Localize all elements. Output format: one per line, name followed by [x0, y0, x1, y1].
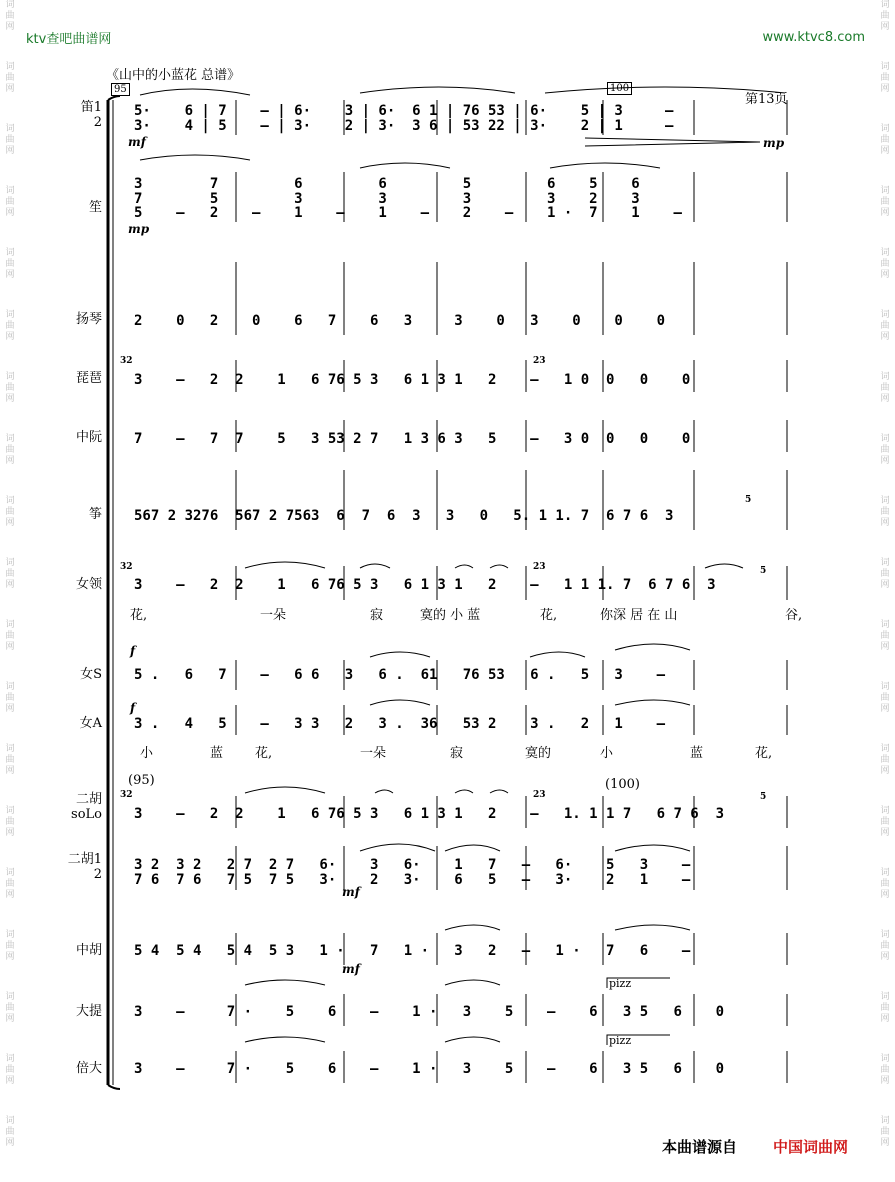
watermark-char: 曲 [880, 1127, 890, 1137]
watermark-char: 曲 [5, 693, 15, 703]
watermark-char: 曲 [5, 135, 15, 145]
lyric-word: 花, [255, 746, 273, 761]
dynamic-erhu12: mf [342, 885, 360, 899]
dynamic-nva: f [130, 701, 136, 715]
watermark-char: 曲 [880, 383, 890, 393]
instrument-label: 笙 [88, 200, 102, 215]
watermark-char: 词 [880, 744, 890, 754]
watermark-char: 曲 [880, 1003, 890, 1013]
watermark-char: 曲 [880, 879, 890, 889]
site-name-left[interactable]: ktv查吧曲谱网 [26, 32, 112, 47]
watermark-char: 词 [5, 806, 15, 816]
staff-pipa: 3 – 2 2 1 6 76 5 3 6 1 3 1 2 – 1 0 0 0 0 [134, 372, 691, 388]
watermark-char: 网 [5, 642, 15, 652]
lyric-word: 一朵 [360, 746, 387, 761]
staff-nva: 3 . 4 5 – 3 3 2 3 . 36 53 2 3 . 2 1 – [134, 716, 666, 732]
watermark-char: 曲 [5, 383, 15, 393]
watermark-char: 词 [5, 248, 15, 258]
watermark-char: 曲 [880, 817, 890, 827]
watermark-char: 网 [5, 146, 15, 156]
watermark-char: 网 [5, 1138, 15, 1148]
staff-zhonghu: 5 4 5 4 5 4 5 3 1 · 7 1 · 3 2 – 1 · 7 6 – [134, 943, 691, 959]
watermark-char: 网 [880, 394, 890, 404]
watermark-char: 词 [5, 1116, 15, 1126]
watermark-char: 词 [880, 930, 890, 940]
watermark-char: 曲 [5, 879, 15, 889]
watermark-char: 词 [880, 558, 890, 568]
watermark-char: 曲 [880, 569, 890, 579]
watermark-char: 词 [5, 496, 15, 506]
watermark-char: 词 [880, 0, 890, 10]
watermark-char: 网 [5, 394, 15, 404]
watermark-char: 词 [5, 434, 15, 444]
watermark-char: 网 [5, 766, 15, 776]
watermark-char: 曲 [5, 941, 15, 951]
instrument-label: 琵琶 [75, 371, 102, 386]
grace-mark-pipa: 32 [120, 356, 133, 366]
lyric-word: 花, [130, 608, 148, 623]
grace-mark-nvling: 32 [120, 562, 133, 572]
grace-mark-nvling-2: 23 [533, 562, 546, 572]
watermark-char: 曲 [5, 817, 15, 827]
watermark-char: 词 [880, 372, 890, 382]
staff-beida: 3 – 7 · 5 6 – 1 · 3 5 – 6 3 5 6 0 [134, 1061, 725, 1077]
lyric-word: 寞的 小 蓝 [420, 608, 481, 623]
watermark-char: 网 [5, 518, 15, 528]
lyric-word: 花, [755, 746, 773, 761]
dynamic-di-end: mp [763, 136, 785, 150]
watermark-char: 曲 [5, 507, 15, 517]
instrument-label: 中胡 [75, 943, 102, 958]
watermark-char: 曲 [880, 135, 890, 145]
instrument-label: 女领 [75, 577, 102, 592]
footer-source: 本曲谱源自 [662, 1138, 738, 1156]
watermark-char: 网 [880, 208, 890, 218]
watermark-char: 曲 [880, 259, 890, 269]
watermark-char: 曲 [5, 755, 15, 765]
instrument-label: 筝 [88, 507, 102, 522]
grace-mark-nvling-3: 5 [760, 566, 767, 576]
watermark-char: 网 [5, 456, 15, 466]
rehearsal-mark-100: 100 [607, 82, 632, 95]
page-number: 第13页 [745, 92, 788, 107]
watermark-char: 曲 [880, 755, 890, 765]
watermark-char: 曲 [880, 197, 890, 207]
staff-sheng-3: 5 – 2 – 1 – 1 – 2 – 1 · 7 1 – [134, 205, 682, 221]
dynamic-di: mf [128, 135, 146, 149]
staff-dati: 3 – 7 · 5 6 – 1 · 3 5 – 6 3 5 6 0 [134, 1004, 725, 1020]
watermark-char: 曲 [5, 631, 15, 641]
watermark-char: 词 [880, 620, 890, 630]
lyric-word: 寂 [450, 746, 464, 761]
watermark-char: 网 [5, 1014, 15, 1024]
watermark-char: 曲 [880, 693, 890, 703]
dynamic-nvs: f [130, 644, 136, 658]
lyric-word: 寂 [370, 608, 384, 623]
instrument-label: 大提 [75, 1004, 102, 1019]
rehearsal-mark-95: 95 [111, 83, 130, 96]
watermark-char: 网 [880, 766, 890, 776]
pizz-beida: pizz [609, 1034, 632, 1047]
staff-erhu12-lower: 7 6 7 6 7 5 7 5 3· 2 3· 6 5 – 3· 2 1 – [134, 872, 691, 888]
dynamic-sheng: mp [128, 222, 150, 236]
watermark-char: 网 [880, 84, 890, 94]
grace-mark-zheng: 5 [745, 495, 752, 505]
watermark-char: 曲 [880, 445, 890, 455]
watermark-char: 词 [880, 992, 890, 1002]
watermark-char: 词 [880, 1054, 890, 1064]
lyric-word: 小 [600, 746, 614, 761]
watermark-char: 词 [880, 124, 890, 134]
watermark-char: 网 [880, 270, 890, 280]
instrument-label: 女S [80, 667, 102, 682]
watermark-char: 网 [5, 890, 15, 900]
grace-mark-erhu-solo-2: 23 [533, 790, 546, 800]
watermark-char: 曲 [5, 445, 15, 455]
watermark-char: 曲 [880, 321, 890, 331]
instrument-label: 女A [79, 716, 102, 731]
watermark-char: 曲 [880, 11, 890, 21]
watermark-char: 词 [5, 558, 15, 568]
watermark-char: 词 [5, 186, 15, 196]
lyric-word: 寞的 [525, 746, 552, 761]
watermark-char: 网 [5, 1076, 15, 1086]
instrument-label: 倍大 [75, 1061, 102, 1076]
lyric-word: 蓝 [690, 746, 704, 761]
watermark-char: 词 [5, 124, 15, 134]
watermark-char: 曲 [880, 507, 890, 517]
watermark-char: 网 [5, 828, 15, 838]
watermark-char: 词 [5, 372, 15, 382]
watermark-char: 曲 [880, 1065, 890, 1075]
watermark-char: 词 [880, 868, 890, 878]
lyric-word: 蓝 [210, 746, 224, 761]
watermark-char: 曲 [5, 259, 15, 269]
instrument-label: 二胡 soLo [71, 792, 102, 822]
watermark-char: 词 [880, 682, 890, 692]
watermark-char: 词 [880, 806, 890, 816]
lyric-word: 花, [540, 608, 558, 623]
instrument-label: 笛1 2 [80, 100, 102, 130]
staff-sheng-2: 7 5 3 3 3 3 2 3 [134, 191, 640, 207]
watermark-char: 网 [5, 270, 15, 280]
watermark-char: 词 [880, 1116, 890, 1126]
watermark-char: 网 [880, 146, 890, 156]
watermark-char: 网 [880, 828, 890, 838]
watermark-char: 词 [5, 682, 15, 692]
solo-mark-100: (100) [605, 777, 640, 792]
dynamic-zhonghu: mf [342, 962, 360, 976]
staff-sheng-1: 3 7 6 6 5 6 5 6 [134, 176, 640, 192]
grace-mark-pipa-2: 23 [533, 356, 546, 366]
watermark-char: 词 [880, 248, 890, 258]
watermark-char: 曲 [5, 321, 15, 331]
watermark-char: 网 [880, 332, 890, 342]
staff-di-upper: 5· 6 | 7 – | 6· 3 | 6· 6 1 | 76 53 | 6· 5 | 3 – [134, 103, 674, 119]
staff-erhu-solo: 3 – 2 2 1 6 76 5 3 6 1 3 1 2 – 1. 1 1 7 6 7 6 3 [134, 806, 725, 822]
watermark-char: 网 [5, 580, 15, 590]
watermark-char: 网 [5, 22, 15, 32]
watermark-char: 曲 [880, 631, 890, 641]
watermark-char: 曲 [5, 1127, 15, 1137]
staff-zheng: 567 2 3276 567 2 7563 6 7 6 3 3 0 5. 1 1. 7 6 7 6 3 [134, 508, 674, 524]
solo-mark-95: (95) [128, 773, 155, 788]
watermark-char: 词 [5, 868, 15, 878]
staff-erhu12-upper: 3 2 3 2 2 7 2 7 6· 3 6· 1 7 – 6· 5 3 – [134, 857, 691, 873]
staff-nvling: 3 – 2 2 1 6 76 5 3 6 1 3 1 2 – 1 1 1. 7 6 7 6 3 [134, 577, 716, 593]
watermark-char: 词 [880, 186, 890, 196]
pizz-dati: pizz [609, 977, 632, 990]
watermark-char: 词 [880, 310, 890, 320]
watermark-char: 网 [880, 22, 890, 32]
watermark-char: 网 [880, 1014, 890, 1024]
watermark-char: 曲 [5, 569, 15, 579]
score-title: 《山中的小蓝花 总谱》 [106, 68, 241, 83]
watermark-char: 曲 [880, 941, 890, 951]
watermark-char: 网 [5, 84, 15, 94]
watermark-char: 网 [5, 952, 15, 962]
grace-mark-erhu-solo: 32 [120, 790, 133, 800]
watermark-char: 词 [5, 620, 15, 630]
instrument-label: 扬琴 [75, 312, 102, 327]
watermark-char: 曲 [5, 1065, 15, 1075]
lyric-word: 谷, [785, 608, 803, 623]
site-url-right[interactable]: www.ktvc8.com [762, 30, 865, 45]
watermark-char: 网 [5, 208, 15, 218]
lyric-word: 你深 居 在 山 [600, 608, 678, 623]
instrument-label: 二胡1 2 [67, 852, 102, 882]
watermark-char: 曲 [5, 73, 15, 83]
staff-di-lower: 3· 4 | 5 – | 3· 2 | 3· 3 6 | 53 22 | 3· 2 | 1 – [134, 118, 674, 134]
footer-site-link[interactable]: 中国词曲网 [773, 1138, 849, 1156]
watermark-char: 词 [5, 62, 15, 72]
instrument-label: 中阮 [75, 430, 102, 445]
watermark-char: 词 [5, 0, 15, 10]
watermark-char: 网 [880, 890, 890, 900]
watermark-char: 曲 [5, 197, 15, 207]
watermark-char: 曲 [5, 1003, 15, 1013]
watermark-char: 词 [5, 744, 15, 754]
lyric-word: 一朵 [260, 608, 287, 623]
watermark-char: 网 [880, 456, 890, 466]
watermark-char: 曲 [5, 11, 15, 21]
watermark-char: 网 [5, 704, 15, 714]
watermark-char: 词 [5, 310, 15, 320]
watermark-char: 词 [5, 992, 15, 1002]
watermark-char: 词 [880, 62, 890, 72]
watermark-char: 网 [880, 642, 890, 652]
lyric-word: 小 [140, 746, 154, 761]
watermark-char: 词 [880, 496, 890, 506]
staff-yangqin: 2 0 2 0 6 7 6 3 3 0 3 0 0 0 [134, 313, 666, 329]
watermark-char: 网 [880, 1076, 890, 1086]
watermark-char: 网 [5, 332, 15, 342]
watermark-char: 网 [880, 704, 890, 714]
watermark-char: 曲 [880, 73, 890, 83]
watermark-char: 网 [880, 580, 890, 590]
watermark-char: 词 [880, 434, 890, 444]
staff-nvs: 5 . 6 7 – 6 6 3 6 . 61 76 53 6 . 5 3 – [134, 667, 666, 683]
grace-mark-erhu-solo-3: 5 [760, 792, 767, 802]
watermark-char: 词 [5, 930, 15, 940]
watermark-char: 词 [5, 1054, 15, 1064]
watermark-char: 网 [880, 952, 890, 962]
staff-zhongruan: 7 – 7 7 5 3 53 2 7 1 3 6 3 5 – 3 0 0 0 0 [134, 431, 691, 447]
watermark-char: 网 [880, 1138, 890, 1148]
watermark-char: 网 [880, 518, 890, 528]
